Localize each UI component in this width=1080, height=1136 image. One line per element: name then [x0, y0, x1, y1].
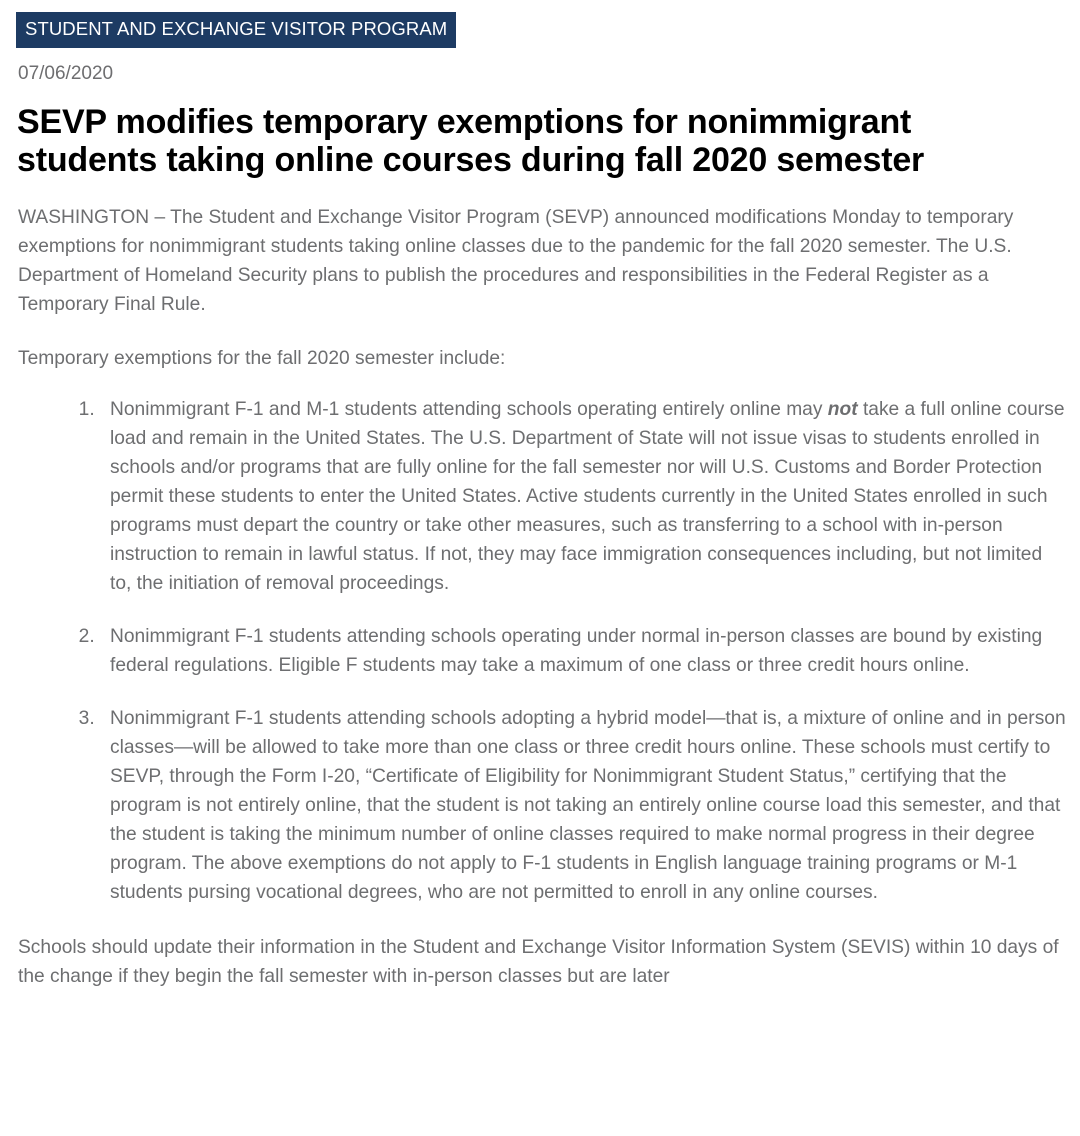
closing-paragraph: Schools should update their information in the Student and Exchange Visitor Information System (SEVIS) within 10 days of the change if they begin the fall semester with in-person classes but are later	[18, 936, 1059, 987]
list-item	[100, 704, 1066, 907]
list-item-text-part-a: Nonimmigrant F-1 and M-1 students attending schools operating entirely online may	[110, 398, 828, 420]
program-banner-row	[16, 12, 1066, 48]
list-item-text: 2. Nonimmigrant F-1 students attending schools operating under normal in-person classes are bound by existing federal regulations. Eligible F students may take a maximum of one class or three credit hours online.	[110, 625, 1043, 676]
list-item-text	[110, 395, 1066, 598]
list-item	[100, 622, 1066, 680]
list-item-text: 3. Nonimmigrant F-1 students attending schools adopting a hybrid model—that is, a mixture of online and in person classes—will be allowed to take more than one class or three credit hours online. These schools must certify to SEVP, through the Form I-20, “Certificate of Eligibility for Nonimmigrant Student Status,” certifying that the program is not entirely online, that the student is not taking an entirely online course load this semester, and that the student is taking the minimum number of online classes required to make normal progress in their degree program. The above exemptions do not apply to F-1 students in English language training programs or M-1 students pursing vocational degrees, who are not permitted to enroll in any online courses.	[110, 707, 1066, 903]
list-item	[100, 395, 1066, 598]
list-intro-paragraph: Temporary exemptions for the fall 2020 semester include:	[18, 347, 506, 369]
program-banner: STUDENT AND EXCHANGE VISITOR PROGRAM	[16, 12, 456, 48]
release-date: 07/06/2020	[18, 62, 114, 84]
list-item-emphasis: not	[827, 398, 858, 420]
list-item-text-part-b: take a full online course load and remain in the United States. The U.S. Department of State will not issue visas to students enrolled in schools and/or programs that are fully online for the fall semester nor will U.S. Customs and Border Protection permit these students to enter the United States. Active students currently in the United States enrolled in such programs must depart the country or take other measures, such as transferring to a school with in-person instruction to remain in lawful status. If not, they may face immigration consequences including, but not limited to, the initiation of removal proceedings.	[110, 398, 1065, 594]
lede-paragraph: WASHINGTON – The Student and Exchange Visitor Program (SEVP) announced modifications Monday to temporary exemptions for nonimmigrant students taking online classes due to the pandemic for the fall 2020 semester. The U.S. Department of Homeland Security plans to publish the procedures and responsibilities in the Federal Register as a Temporary Final Rule.	[18, 206, 1014, 315]
exemption-list	[16, 395, 1066, 907]
page-title: SEVP modifies temporary exemptions for nonimmigrant students taking online courses during fall 2020 semester	[17, 102, 925, 179]
